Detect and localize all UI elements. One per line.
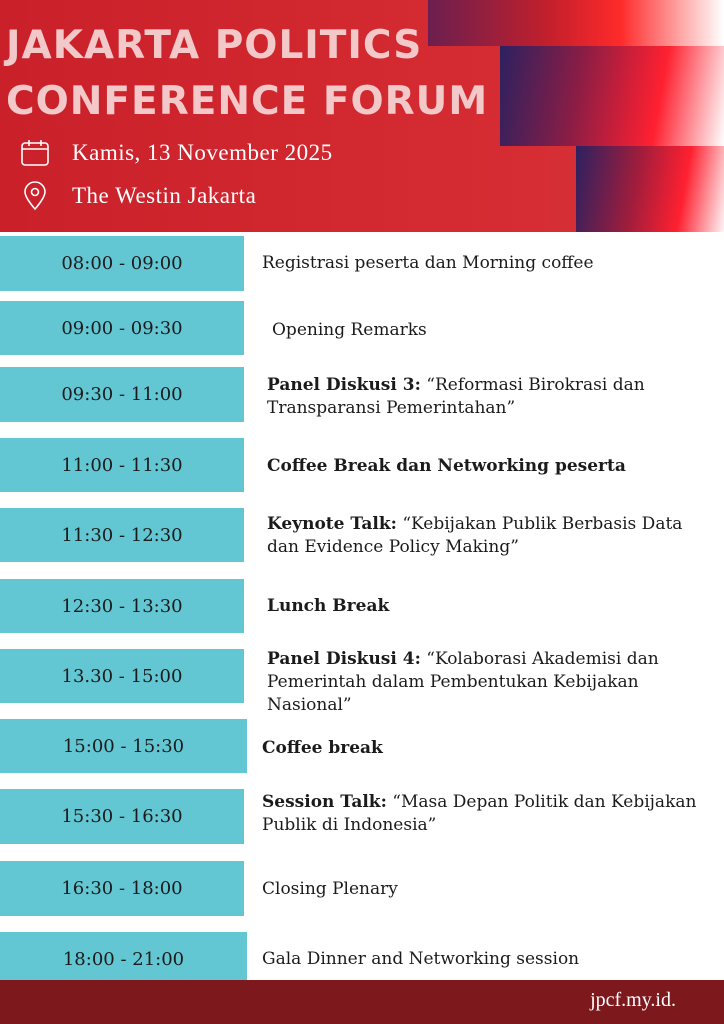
- session-detail: Opening Remarks: [272, 320, 427, 340]
- session-description: [267, 648, 712, 717]
- session-detail: “Reformasi Birokrasi dan Transparansi Pemerintahan”: [267, 375, 645, 418]
- time-slot: 15:30 - 16:30: [0, 789, 244, 844]
- event-title-line1: JAKARTA POLITICS: [6, 23, 423, 68]
- time-slot: 09:30 - 11:00: [0, 367, 244, 422]
- footer-bar: [0, 980, 724, 1024]
- event-location: The Westin Jakarta: [72, 183, 257, 208]
- session-detail: Gala Dinner and Networking session: [262, 949, 580, 969]
- time-slot: 16:30 - 18:00: [0, 861, 244, 916]
- session-detail: Registrasi peserta dan Morning coffee: [262, 253, 594, 273]
- decor-stripe-bottom: [576, 146, 724, 232]
- event-date-row: [20, 138, 333, 168]
- event-location-row: [20, 181, 256, 211]
- time-slot: 11:30 - 12:30: [0, 508, 244, 562]
- time-slot: 12:30 - 13:30: [0, 579, 244, 633]
- session-title: Panel Diskusi 4:: [267, 649, 421, 669]
- session-title: Coffee break: [262, 738, 383, 758]
- calendar-icon: [20, 138, 50, 168]
- session-title: Panel Diskusi 3:: [267, 375, 421, 395]
- time-slot: 13.30 - 15:00: [0, 649, 244, 703]
- event-title: [6, 18, 488, 130]
- map-pin-icon: [20, 181, 50, 211]
- session-detail: “Masa Depan Politik dan Kebijakan Publik di Indonesia”: [262, 792, 697, 835]
- event-title-line2: CONFERENCE FORUM: [6, 79, 489, 124]
- session-title: Coffee Break dan Networking peserta: [267, 456, 626, 476]
- time-slot: 08:00 - 09:00: [0, 236, 244, 291]
- session-description: [272, 319, 712, 342]
- session-detail: “Kolaborasi Akademisi dan Pemerintah dalam Pembentukan Kebijakan Nasional”: [267, 649, 659, 715]
- time-slot: 09:00 - 09:30: [0, 301, 244, 355]
- session-title: Session Talk:: [262, 792, 387, 812]
- session-title: Keynote Talk:: [267, 514, 397, 534]
- time-slot: 15:00 - 15:30: [0, 719, 247, 773]
- session-description: [267, 374, 712, 420]
- session-description: [262, 948, 712, 971]
- decor-stripe-middle: [500, 46, 724, 146]
- time-slot: 11:00 - 11:30: [0, 438, 244, 492]
- header-banner: [0, 0, 724, 232]
- session-detail: “Kebijakan Publik Berbasis Data dan Evidence Policy Making”: [267, 514, 683, 557]
- session-title: Lunch Break: [267, 596, 390, 616]
- session-description: [267, 595, 712, 618]
- event-date: Kamis, 13 November 2025: [72, 140, 333, 165]
- session-description: [262, 252, 712, 275]
- time-slot: 18:00 - 21:00: [0, 932, 247, 987]
- session-detail: Closing Plenary: [262, 879, 398, 899]
- session-description: [267, 455, 712, 478]
- session-description: [267, 513, 712, 559]
- website-url[interactable]: jpcf.my.id.: [590, 989, 676, 1011]
- session-description: [262, 737, 712, 760]
- session-description: [262, 791, 712, 837]
- session-description: [262, 878, 712, 901]
